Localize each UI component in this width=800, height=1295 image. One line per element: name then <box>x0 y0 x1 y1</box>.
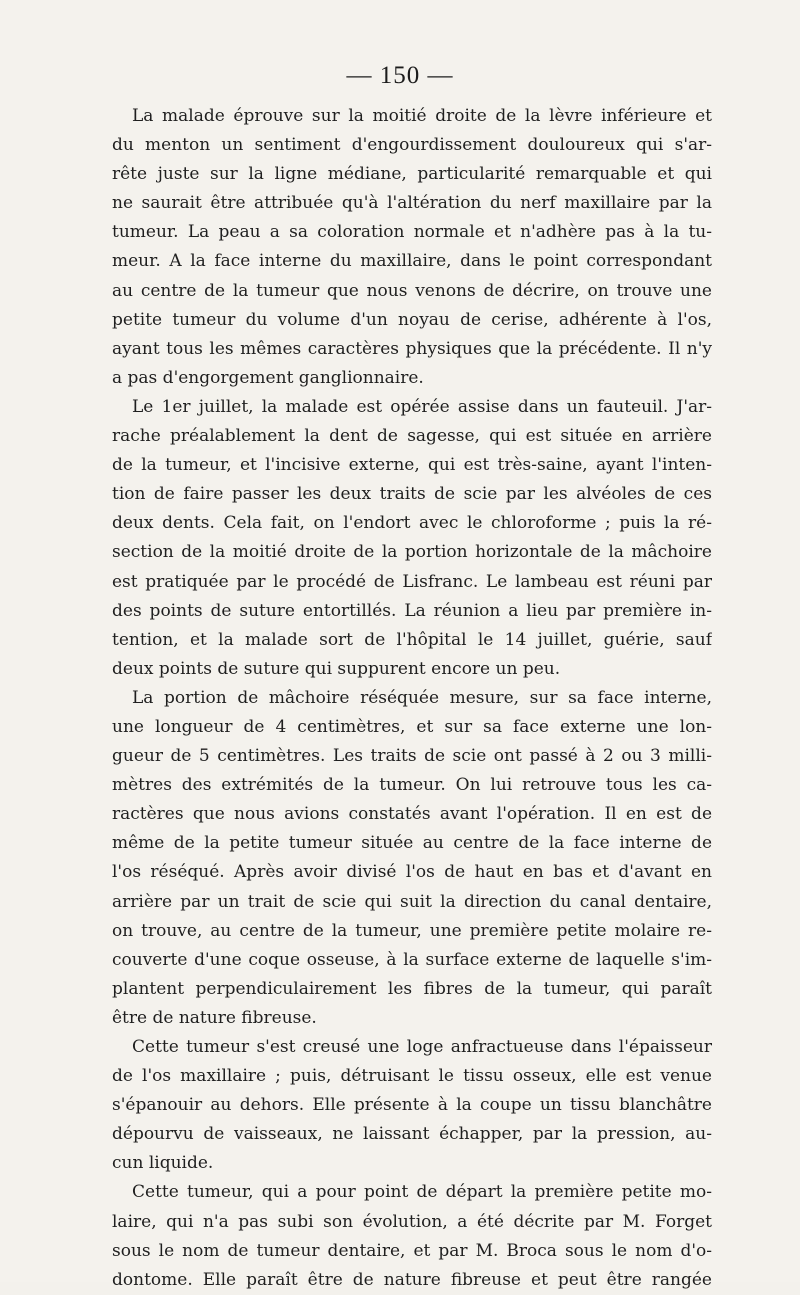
text-line: même de la petite tumeur située au centre de la face interne de <box>112 833 712 854</box>
text-line: de l'os maxillaire ; puis, détruisant le tissu osseux, elle est venue <box>112 1066 712 1087</box>
text-line: au centre de la tumeur que nous venons de décrire, on trouve une <box>112 280 712 301</box>
text-line: meur. A la face interne du maxillaire, dans le point correspondant <box>112 251 712 272</box>
text-line: une longueur de 4 centimètres, et sur sa face externe une lon- <box>112 716 712 737</box>
text-line: sous le nom de tumeur dentaire, et par M. Broca sous le nom d'o- <box>112 1240 712 1261</box>
text-line: de la tumeur, et l'incisive externe, qui est très-saine, ayant l'inten- <box>112 455 712 476</box>
text-line: être de nature fibreuse. <box>112 1007 317 1028</box>
text-line: cun liquide. <box>112 1153 214 1174</box>
text-line: des points de suture entortillés. La réunion a lieu par première in- <box>112 600 712 621</box>
text-line: gueur de 5 centimètres. Les traits de scie ont passé à 2 ou 3 milli- <box>112 746 712 767</box>
paragraph-4 <box>112 1033 712 1178</box>
text-line: La portion de mâchoire réséquée mesure, sur sa face interne, <box>132 687 712 708</box>
text-line: ne saurait être attribuée qu'à l'altération du nerf maxillaire par la <box>112 193 712 214</box>
text-line: petite tumeur du volume d'un noyau de cerise, adhérente à l'os, <box>112 309 712 330</box>
text-line: plantent perpendiculairement les fibres de la tumeur, qui paraît <box>112 978 712 999</box>
text-line: rête juste sur la ligne médiane, particularité remarquable et qui <box>112 164 712 185</box>
text-line: l'os réséqué. Après avoir divisé l'os de haut en bas et d'avant en <box>112 862 712 883</box>
text-line: tumeur. La peau a sa coloration normale et n'adhère pas à la tu- <box>112 222 712 243</box>
text-line: mètres des extrémités de la tumeur. On lui retrouve tous les ca- <box>112 775 712 796</box>
text-line: section de la moitié droite de la portion horizontale de la mâchoire <box>112 542 712 563</box>
text-line: Cette tumeur s'est creusé une loge anfractueuse dans l'épaisseur <box>132 1037 712 1057</box>
text-line: laire, qui n'a pas subi son évolution, a été décrite par M. Forget <box>112 1211 712 1232</box>
text-line: s'épanouir au dehors. Elle présente à la coupe un tissu blanchâtre <box>112 1095 712 1116</box>
text-line: est pratiquée par le procédé de Lisfranc. Le lambeau est réuni par <box>112 571 712 592</box>
text-line: deux dents. Cela fait, on l'endort avec le chloroforme ; puis la ré- <box>112 513 712 534</box>
text-line: dontome. Elle paraît être de nature fibreuse et peut être rangée <box>112 1269 712 1290</box>
text-line: arrière par un trait de scie qui suit la direction du canal dentaire, <box>112 891 712 912</box>
text-line: ayant tous les mêmes caractères physiques que la précédente. Il n'y <box>112 338 712 359</box>
text-line: du menton un sentiment d'engourdissement douloureux qui s'ar- <box>112 135 712 156</box>
paragraph-1 <box>112 102 712 393</box>
text-line: couverte d'une coque osseuse, à la surface externe de laquelle s'im- <box>112 949 712 970</box>
page-number: — 150 — <box>346 62 454 89</box>
text-line: tention, et la malade sort de l'hôpital le 14 juillet, guérie, sauf <box>112 629 712 650</box>
paragraph-3 <box>112 684 712 1033</box>
paragraph-2 <box>112 393 712 684</box>
text-line: dépourvu de vaisseaux, ne laissant échapper, par la pression, au- <box>112 1124 712 1145</box>
paragraph-5 <box>112 1178 712 1294</box>
text-line: rache préalablement la dent de sagesse, qui est située en arrière <box>112 426 712 447</box>
text-line: tion de faire passer les deux traits de scie par les alvéoles de ces <box>112 484 712 505</box>
text-line: deux points de suture qui suppurent encore un peu. <box>112 658 561 679</box>
text-line: Le 1er juillet, la malade est opérée assise dans un fauteuil. J'ar- <box>132 396 712 417</box>
text-line: La malade éprouve sur la moitié droite de la lèvre inférieure et <box>132 106 712 126</box>
text-line: a pas d'engorgement ganglionnaire. <box>112 367 424 388</box>
body-text <box>112 102 712 1295</box>
text-line: on trouve, au centre de la tumeur, une première petite molaire re- <box>112 920 712 941</box>
text-line: ractères que nous avions constatés avant l'opération. Il en est de <box>112 804 712 825</box>
text-line: Cette tumeur, qui a pour point de départ la première petite mo- <box>132 1182 712 1203</box>
